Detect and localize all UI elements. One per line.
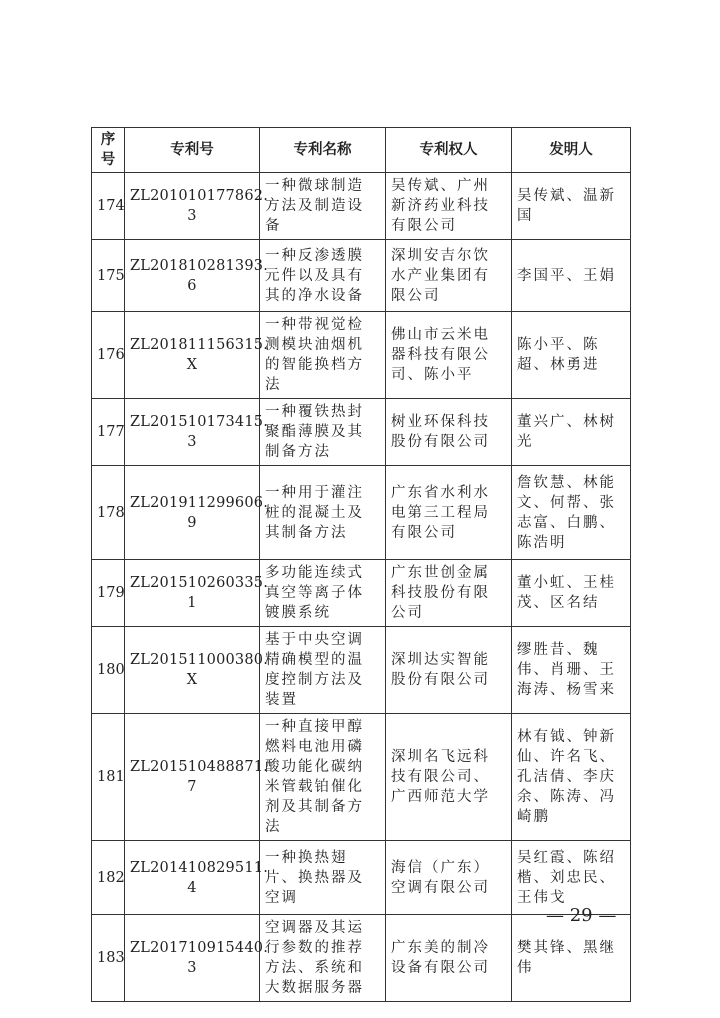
patent-number: ZL201510173415. 3 — [125, 399, 260, 466]
patent-number: ZL201511000380. X — [125, 627, 260, 714]
patent-name: 一种用于灌注桩的混凝土及其制备方法 — [260, 466, 386, 560]
column-header-inventors: 发明人 — [512, 128, 631, 173]
table-row — [92, 466, 631, 560]
patent-number: ZL201510488871. 7 — [125, 714, 260, 841]
column-header-patent-holder: 专利权人 — [386, 128, 512, 173]
row-index: 183 — [92, 915, 125, 1002]
inventors: 林有钺、钟新仙、许名飞、孔洁倩、李庆余、陈涛、冯崎鹏 — [512, 714, 631, 841]
patent-name: 一种直接甲醇燃料电池用磷酸功能化碳纳米管载铂催化剂及其制备方法 — [260, 714, 386, 841]
table-row — [92, 714, 631, 841]
row-index: 181 — [92, 714, 125, 841]
page-number: — 29 — — [546, 905, 617, 926]
inventors: 陈小平、陈超、林勇进 — [512, 312, 631, 399]
row-index: 177 — [92, 399, 125, 466]
patent-holder: 广东美的制冷设备有限公司 — [386, 915, 512, 1002]
patent-holder: 深圳安吉尔饮水产业集团有限公司 — [386, 240, 512, 312]
inventors: 董小虹、王桂茂、区名结 — [512, 560, 631, 627]
patent-name: 多功能连续式真空等离子体镀膜系统 — [260, 560, 386, 627]
patent-holder: 深圳名飞远科技有限公司、广西师范大学 — [386, 714, 512, 841]
patent-name: 一种带视觉检测模块油烟机的智能换档方法 — [260, 312, 386, 399]
inventors: 缪胜昔、魏伟、肖珊、王海涛、杨雪来 — [512, 627, 631, 714]
inventors: 吴传斌、温新国 — [512, 173, 631, 240]
table-row — [92, 240, 631, 312]
patent-number: ZL201710915440. 3 — [125, 915, 260, 1002]
row-index: 179 — [92, 560, 125, 627]
patent-holder: 深圳达实智能股份有限公司 — [386, 627, 512, 714]
patent-name: 基于中央空调精确模型的温度控制方法及装置 — [260, 627, 386, 714]
patent-holder: 佛山市云米电器科技有限公司、陈小平 — [386, 312, 512, 399]
inventors: 李国平、王娟 — [512, 240, 631, 312]
row-index: 182 — [92, 841, 125, 915]
patent-name: 一种微球制造方法及制造设备 — [260, 173, 386, 240]
patent-name: 一种覆铁热封聚酯薄膜及其制备方法 — [260, 399, 386, 466]
column-header-patent-number: 专利号 — [125, 128, 260, 173]
inventors: 樊其锋、黑继伟 — [512, 915, 631, 1002]
patent-name: 一种换热翅片、换热器及空调 — [260, 841, 386, 915]
inventors: 董兴广、林树光 — [512, 399, 631, 466]
patent-number: ZL201810281393. 6 — [125, 240, 260, 312]
column-header-patent-name: 专利名称 — [260, 128, 386, 173]
patent-name: 空调器及其运行参数的推荐方法、系统和大数据服务器 — [260, 915, 386, 1002]
column-header-index: 序号 — [92, 128, 125, 173]
patent-table — [91, 127, 631, 1002]
patent-holder: 树业环保科技股份有限公司 — [386, 399, 512, 466]
table-row — [92, 627, 631, 714]
patent-holder: 广东世创金属科技股份有限公司 — [386, 560, 512, 627]
patent-holder: 吴传斌、广州新济药业科技有限公司 — [386, 173, 512, 240]
table-row — [92, 915, 631, 1002]
table-row — [92, 173, 631, 240]
patent-holder: 海信（广东）空调有限公司 — [386, 841, 512, 915]
table-row — [92, 841, 631, 915]
table-row — [92, 312, 631, 399]
patent-number: ZL201510260335. 1 — [125, 560, 260, 627]
patent-number: ZL201410829511. 4 — [125, 841, 260, 915]
patent-name: 一种反渗透膜元件以及具有其的净水设备 — [260, 240, 386, 312]
table-header-row — [92, 128, 631, 173]
inventors: 吴红霞、陈绍楷、刘忠民、王伟戈 — [512, 841, 631, 915]
table-row — [92, 399, 631, 466]
table-row — [92, 560, 631, 627]
row-index: 175 — [92, 240, 125, 312]
patent-number: ZL201811156315. X — [125, 312, 260, 399]
patent-number: ZL201911299606. 9 — [125, 466, 260, 560]
row-index: 180 — [92, 627, 125, 714]
patent-number: ZL201010177862. 3 — [125, 173, 260, 240]
row-index: 178 — [92, 466, 125, 560]
patent-holder: 广东省水利水电第三工程局有限公司 — [386, 466, 512, 560]
inventors: 詹钦慧、林能文、何帮、张志富、白鹏、陈浩明 — [512, 466, 631, 560]
row-index: 176 — [92, 312, 125, 399]
row-index: 174 — [92, 173, 125, 240]
